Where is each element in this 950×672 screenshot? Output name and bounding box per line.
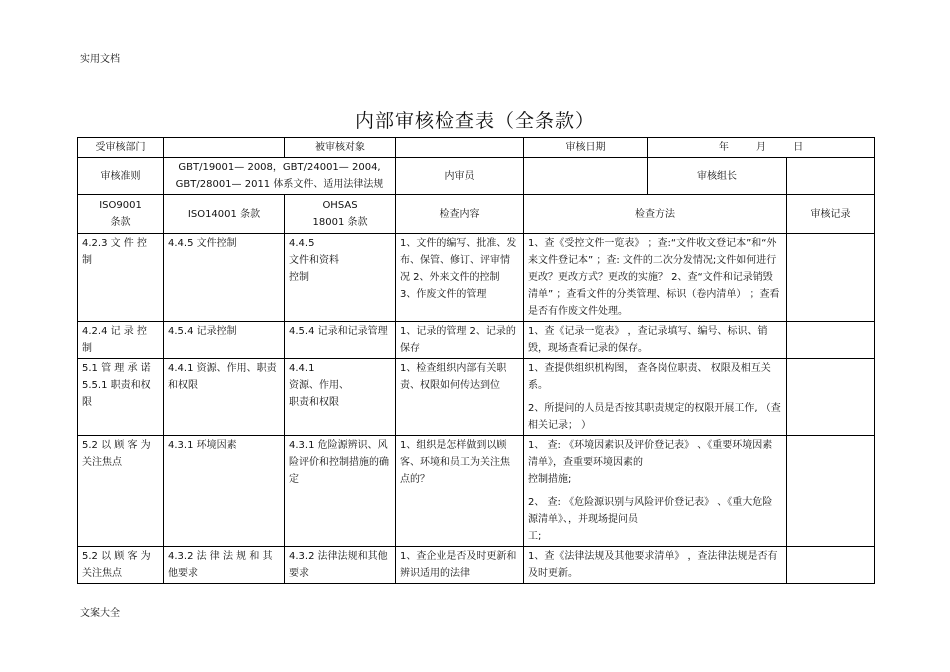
cell-iso14001: 4.4.1 资源、作用、职责和权限 xyxy=(164,359,285,436)
dept-value xyxy=(164,138,285,158)
cell-record xyxy=(787,436,875,547)
table-row xyxy=(78,547,875,584)
table-row-header-info xyxy=(78,138,875,158)
criteria-value xyxy=(164,158,396,195)
ohsas-text: 4.3.1 危险源辨识、风险评价和控制措施的确定 xyxy=(289,440,389,485)
table-row-column-headers xyxy=(78,195,875,234)
cell-content: 1、组织是怎样做到以顾客、环境和员工为关注焦点的？ xyxy=(396,436,524,547)
auditor-value xyxy=(524,158,648,195)
cell-method xyxy=(524,234,787,322)
cell-ohsas xyxy=(285,234,396,322)
col-header-iso9001 xyxy=(78,195,164,234)
method-text: 1、查《记录一览表》 ，查记录填写、编号、标识、销毁，现场查看记录的保存。 xyxy=(528,326,768,354)
cell-content: 1、检查组织内部有关职责、权限如何传达到位 xyxy=(396,359,524,436)
cell-iso9001: 5.1 管 理 承 诺 5.5.1 职责和权限 xyxy=(78,359,164,436)
ohsas-text: 4.5.4 记录和记录管理 xyxy=(289,326,388,337)
cell-iso14001: 4.4.5 文件控制 xyxy=(164,234,285,322)
ohsas-text: 4.4.5 xyxy=(289,238,315,249)
table-row xyxy=(78,436,875,547)
cell-iso9001: 5.2 以 顾 客 为 关注焦点 xyxy=(78,436,164,547)
ohsas-line-1: OHSAS xyxy=(322,200,358,211)
cell-ohsas xyxy=(285,436,396,547)
auditor-label: 内审员 xyxy=(396,158,524,195)
cell-method xyxy=(524,359,787,436)
ohsas-text: 职责和权限 xyxy=(289,397,339,408)
ohsas-text: 4.3.2 法律法规和其他要求 xyxy=(289,551,388,579)
date-label: 审核日期 xyxy=(524,138,648,158)
ohsas-line-2: 18001 条款 xyxy=(312,217,368,228)
cell-content: 1、查企业是否及时更新和辨识适用的法律 xyxy=(396,547,524,584)
cell-record xyxy=(787,359,875,436)
cell-iso9001: 4.2.4 记 录 控 制 xyxy=(78,322,164,359)
cell-content: 1、文件的编写、批准、发布、保管、修订、评审情况 2、外来文件的控制 3、作废文件的管理 xyxy=(396,234,524,322)
cell-iso14001: 4.3.2 法 律 法 规 和 其 他要求 xyxy=(164,547,285,584)
ohsas-text: 4.4.1 xyxy=(289,363,315,374)
cell-record xyxy=(787,547,875,584)
iso9001-line-2: 条款 xyxy=(110,217,131,228)
table-row xyxy=(78,359,875,436)
cell-content: 1、记录的管理 2、记录的保存 xyxy=(396,322,524,359)
method-text: 2、 查: 《危险源识别与风险评价登记表》 、《重大危险源清单》、，并现场提问员 xyxy=(528,497,773,525)
col-header-method: 检查方法 xyxy=(524,195,787,234)
object-value xyxy=(396,138,524,158)
date-year: 年 xyxy=(718,142,729,153)
method-text: 1、 查: 《环境因素识及评价登记表》 、《重要环境因素清单》，查重要环境因素的 xyxy=(528,440,773,468)
cell-ohsas xyxy=(285,359,396,436)
col-header-iso14001: ISO14001 条款 xyxy=(164,195,285,234)
footer-note: 文案大全 xyxy=(80,608,120,619)
cell-record xyxy=(787,322,875,359)
method-text: 1、查《法律法规及其他要求清单》 ，查法律法规是否有及时更新。 xyxy=(528,551,778,579)
col-header-content: 检查内容 xyxy=(396,195,524,234)
cell-iso9001: 4.2.3 文 件 控 制 xyxy=(78,234,164,322)
date-month: 月 xyxy=(756,142,766,153)
date-value xyxy=(648,138,875,158)
page-title: 内部审核检查表（全条款） xyxy=(354,110,595,132)
ohsas-text: 文件和资料 xyxy=(289,255,339,266)
ohsas-text: 控制 xyxy=(289,272,309,283)
cell-method xyxy=(524,547,787,584)
audit-checklist-table xyxy=(77,137,875,584)
table-row xyxy=(78,234,875,322)
ohsas-text: 资源、作用、 xyxy=(289,380,349,391)
method-text: 工; xyxy=(528,531,542,542)
method-text: 控制措施; xyxy=(528,474,572,485)
cell-iso14001: 4.3.1 环境因素 xyxy=(164,436,285,547)
cell-record xyxy=(787,234,875,322)
method-text: 1、查提供组织机构图， 查各岗位职责、 权限及相互关系。 xyxy=(528,363,771,391)
leader-label: 审核组长 xyxy=(648,158,787,195)
header-note: 实用文档 xyxy=(80,54,120,65)
criteria-line-2: GBT/28001— 2011 体系文件、适用法律法规 xyxy=(175,179,384,190)
dept-label: 受审核部门 xyxy=(78,138,164,158)
cell-iso9001: 5.2 以 顾 客 为 关注焦点 xyxy=(78,547,164,584)
cell-iso14001: 4.5.4 记录控制 xyxy=(164,322,285,359)
iso9001-line-1: ISO9001 xyxy=(99,200,142,211)
cell-ohsas xyxy=(285,322,396,359)
col-header-ohsas xyxy=(285,195,396,234)
method-text: 2、所提问的人员是否按其职责规定的权限开展工作, （查相关记录； ） xyxy=(528,403,781,431)
method-text: 1、查《受控文件一览表》 ；查:“文件收文登记本”和“外来文件登记本” ；查: 文件的二次分发情况;文件如何进行更改？更改方式？更改的实施？ 2、查“文件和记录销毁清单” ；查看文件的分类管理、标识（卷内清单） ；查看是否有作废文件处理。 xyxy=(528,238,780,317)
table-row xyxy=(78,322,875,359)
cell-ohsas xyxy=(285,547,396,584)
criteria-label: 审核准则 xyxy=(78,158,164,195)
col-header-record: 审核记录 xyxy=(787,195,875,234)
date-day: 日 xyxy=(793,142,804,153)
cell-method xyxy=(524,436,787,547)
leader-value xyxy=(787,158,875,195)
cell-method xyxy=(524,322,787,359)
table-row-criteria xyxy=(78,158,875,195)
object-label: 被审核对象 xyxy=(285,138,396,158)
criteria-line-1: GBT/19001— 2008，GBT/24001— 2004, xyxy=(178,162,381,173)
